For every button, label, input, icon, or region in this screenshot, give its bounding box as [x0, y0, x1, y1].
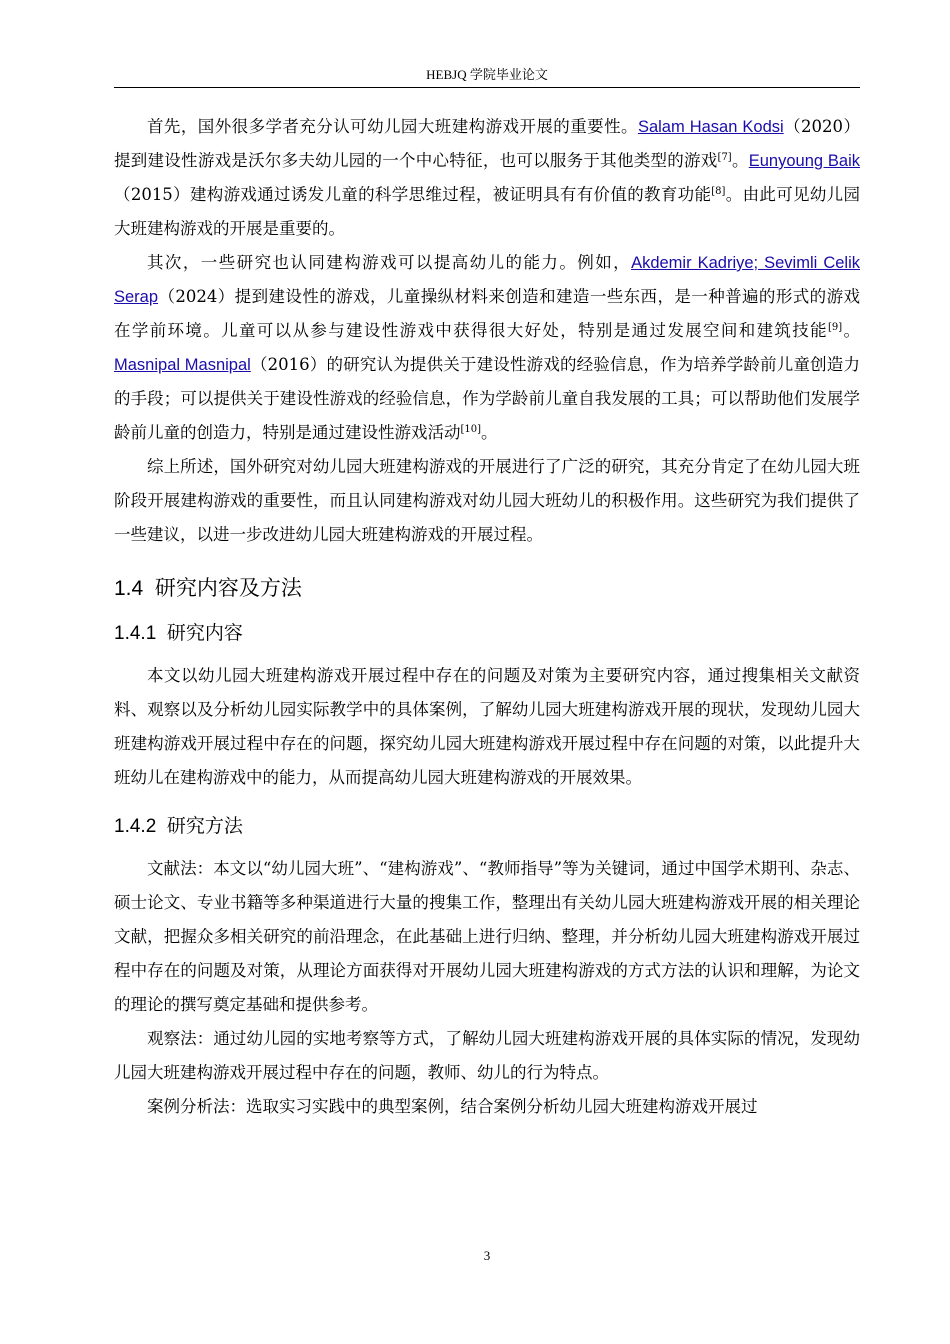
text-run: 。 [731, 151, 749, 170]
text-run: （2020）提到建设性游戏是沃尔多夫幼儿园的一个中心特征，也可以服务于其他类型的游戏 [114, 117, 860, 170]
header-rule [114, 87, 860, 88]
text-run: （2016）的研究认为提供关于建设性游戏的经验信息，作为培养学龄前儿童创造力的手段；可以提供关于建设性游戏的经验信息，作为学龄前儿童自我发展的工具；可以帮助他们发展学龄前儿童的创造力，特别是通过建设性游戏活动 [114, 355, 860, 442]
section-number: 1.4.1 [114, 623, 157, 644]
text-run: 。 [842, 321, 861, 340]
citation-9: [9] [827, 322, 843, 333]
section-number: 1.4.2 [114, 816, 157, 837]
paragraph-importance [114, 110, 860, 246]
text-run: 。 [481, 423, 498, 442]
reference-link-masnipal[interactable]: Masnipal Masnipal [114, 356, 251, 374]
reference-link-kodsi[interactable]: Salam Hasan Kodsi [637, 118, 784, 136]
section-number: 1.4 [114, 577, 144, 600]
section-title: 研究内容及方法 [154, 577, 302, 600]
paragraph-research-content: 本文以幼儿园大班建构游戏开展过程中存在的问题及对策为主要研究内容，通过搜集相关文献资料、观察以及分析幼儿园实际教学中的具体案例，了解幼儿园大班建构游戏开展的现状，发现幼儿园大班建构游戏开展过程中存在的问题，探究幼儿园大班建构游戏开展过程中存在问题的对策，以此提升大班幼儿在建构游戏中的能力，从而提高幼儿园大班建构游戏的开展效果。 [114, 666, 860, 787]
section-heading-1-4-1 [114, 618, 860, 645]
paragraph-literature-method: 文献法：本文以“幼儿园大班”、“建构游戏”、“教师指导”等为关键词，通过中国学术期刊、杂志、硕士论文、专业书籍等多种渠道进行大量的搜集工作，整理出有关幼儿园大班建构游戏开展的相关理论文献，把握众多相关研究的前沿理念，在此基础上进行归纳、整理，并分析幼儿园大班建构游戏开展过程中存在的问题及对策，从理论方面获得对开展幼儿园大班建构游戏的方式方法的认识和理解，为论文的理论的撰写奠定基础和提供参考。 [114, 859, 860, 1014]
page-number: 3 [483, 1248, 491, 1263]
page-content [114, 110, 860, 1124]
text-run: 首先，国外很多学者充分认可幼儿园大班建构游戏开展的重要性。 [147, 117, 638, 136]
reference-link-akdemir[interactable]: Akdemir Kadriye; Sevimli Celik Serap [114, 254, 860, 306]
text-run: （2024）提到建设性的游戏，儿童操纵材料来创造和建造一些东西，是一种普遍的形式的游戏在学前环境。儿童可以从参与建设性游戏中获得很大好处，特别是通过发展空间和建筑技能 [114, 287, 860, 340]
citation-8: [8] [711, 186, 726, 197]
section-heading-1-4-2 [114, 811, 860, 838]
section-heading-1-4 [114, 572, 860, 602]
text-run: 。由此可见幼儿园大班建构游戏的开展是重要的。 [114, 185, 860, 238]
paragraph-ability [114, 246, 860, 450]
citation-10: [10] [460, 424, 482, 435]
section-title: 研究内容 [166, 623, 243, 644]
citation-7: [7] [717, 152, 732, 163]
text-run: （2015）建构游戏通过诱发儿童的科学思维过程，被证明具有有价值的教育功能 [114, 185, 712, 204]
paragraph-observation-method: 观察法：通过幼儿园的实地考察等方式，了解幼儿园大班建构游戏开展的具体实际的情况，发现幼儿园大班建构游戏开展过程中存在的问题，教师、幼儿的行为特点。 [114, 1029, 860, 1082]
paragraph-summary: 综上所述，国外研究对幼儿园大班建构游戏的开展进行了广泛的研究，其充分肯定了在幼儿园大班阶段开展建构游戏的重要性，而且认同建构游戏对幼儿园大班幼儿的积极作用。这些研究为我们提供了一些建议，以进一步改进幼儿园大班建构游戏的开展过程。 [114, 457, 860, 544]
paragraph-case-method: 案例分析法：选取实习实践中的典型案例，结合案例分析幼儿园大班建构游戏开展过 [147, 1097, 758, 1116]
running-header: HEBJQ 学院毕业论文 [426, 67, 548, 82]
reference-link-baik[interactable]: Eunyoung Baik [748, 152, 861, 170]
text-run: 其次，一些研究也认同建构游戏可以提高幼儿的能力。例如， [147, 253, 632, 272]
section-title: 研究方法 [166, 816, 243, 837]
